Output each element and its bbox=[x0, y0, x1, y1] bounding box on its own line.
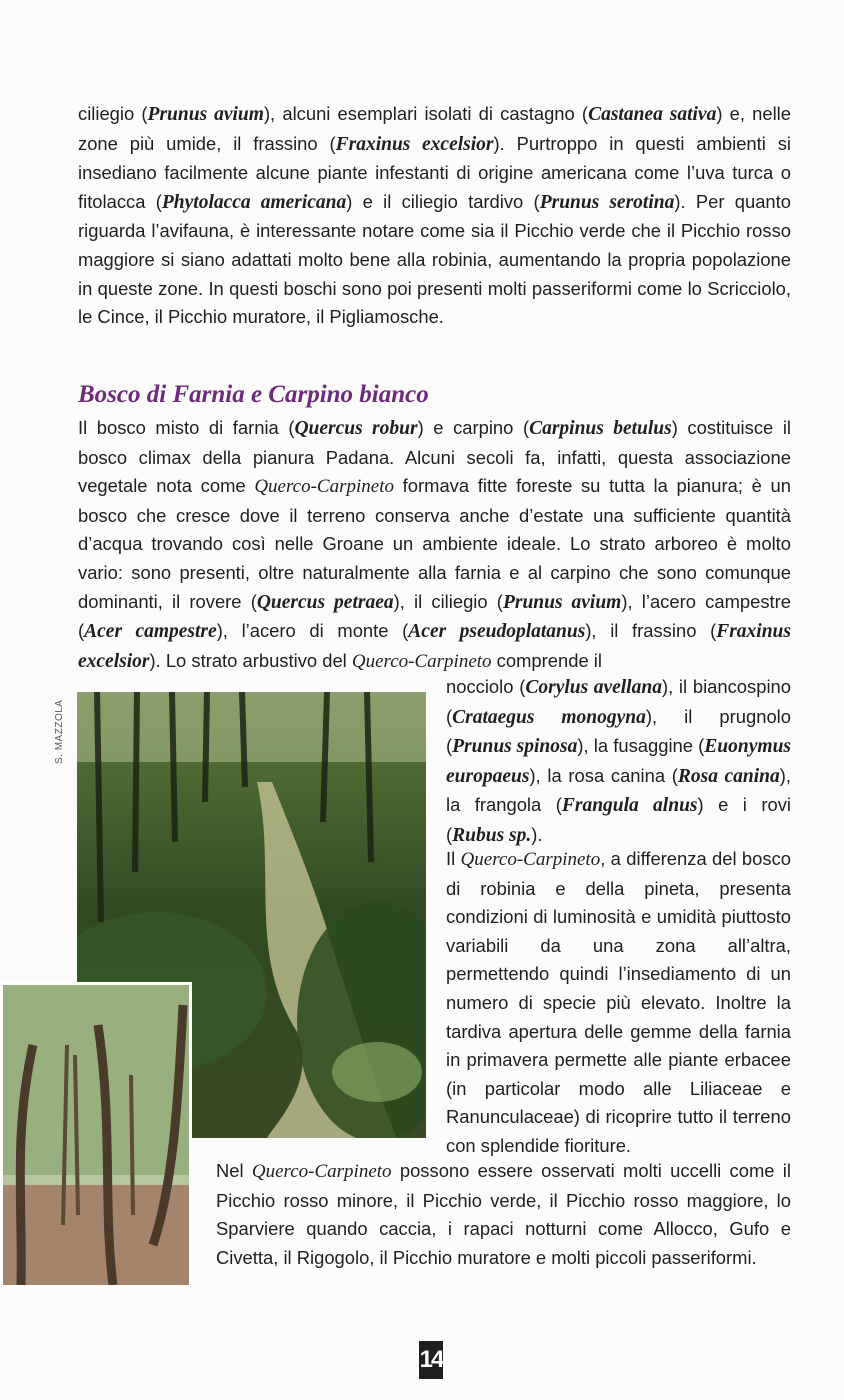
taxon: Quercus robur bbox=[294, 418, 418, 439]
taxon: Euonymus europaeus bbox=[446, 736, 791, 787]
taxon: Fraxinus excelsior bbox=[78, 621, 791, 672]
hornbeam-trees-photo bbox=[0, 982, 192, 1288]
term: Querco-Carpineto bbox=[460, 849, 601, 870]
page-number: 14 bbox=[419, 1341, 443, 1379]
taxon: Crataegus monogyna bbox=[452, 706, 646, 728]
taxon: Prunus serotina bbox=[539, 191, 675, 213]
taxon: Fraxinus excelsior bbox=[335, 133, 494, 155]
shrub-layer-paragraph: nocciolo (Corylus avellana), il biancospino (Crataegus monogyna), il prugnolo (Prunus spinosa), la fusaggine (Euonymus europaeus), la rosa canina (Rosa canina), la frangola (Frangula alnus) e i rovi (Rubus sp.). bbox=[446, 676, 791, 846]
term: Querco-Carpineto bbox=[351, 650, 492, 672]
taxon: Acer campestre bbox=[84, 621, 217, 643]
taxon: Frangula alnus bbox=[561, 795, 698, 817]
taxon: Prunus avium bbox=[147, 104, 264, 125]
taxon: Prunus avium bbox=[502, 591, 622, 613]
intro-paragraph: ciliegio (Prunus avium), alcuni esemplari isolati di castagno (Castanea sativa) e, nelle zone più umide, il frassino (Fraxinus excelsior). Purtroppo in questi ambienti si insediano facilmente alcune piante infestanti di origine americana come l’uva turca o fitolacca (Phytolacca americana) e il ciliegio tardivo (Prunus serotina). Per quanto riguarda l’avifauna, è interessante notare come sia il Picchio verde che il Picchio rosso maggiore si siano adattati molto bene alla robinia, aumentando la propria popolazione in queste zone. In questi boschi sono poi presenti molti passeriformi come lo Scricciolo, le Cince, il Picchio muratore, il Pigliamosche. bbox=[78, 103, 791, 328]
taxon: Prunus spinosa bbox=[452, 736, 578, 758]
section-heading: Bosco di Farnia e Carpino bianco bbox=[78, 381, 429, 408]
term: Querco-Carpineto bbox=[254, 476, 394, 498]
birds-paragraph: Nel Querco-Carpineto possono essere osservati molti uccelli come il Picchio rosso minore, il Picchio verde, il Picchio rosso maggiore, lo Sparviere quando caccia, i rapaci notturni come Allocco, Gufo e Civetta, il Rigogolo, il Picchio muratore e molti piccoli passeriformi. bbox=[216, 1160, 791, 1268]
taxon: Corylus avellana bbox=[525, 677, 662, 698]
taxon: Rosa canina bbox=[677, 765, 780, 787]
taxon: Phytolacca americana bbox=[161, 191, 347, 213]
forest-description-paragraph: Il bosco misto di farnia (Quercus robur) e carpino (Carpinus betulus) costituisce il bosco climax della pianura Padana. Alcuni secoli fa, infatti, questa associazione vegetale nota come Querco-Carpineto formava fitte foreste su tutta la pianura; è un bosco che cresce dove il terreno conserva anche d’estate una sufficiente quantità d’acqua trovando così nelle Groane un ambiente ideale. Lo strato arboreo è molto vario: sono presenti, oltre naturalmente alla farnia e al carpino che sono comunque dominanti, il rovere (Quercus petraea), il ciliegio (Prunus avium), l’acero campestre (Acer campestre), l’acero di monte (Acer pseudoplatanus), il frassino (Fraxinus excelsior). Lo strato arbustivo del Querco-Carpineto comprende il bbox=[78, 417, 791, 672]
taxon: Castanea sativa bbox=[588, 104, 717, 125]
taxon: Acer pseudoplatanus bbox=[408, 621, 586, 643]
taxon: Rubus sp. bbox=[452, 824, 532, 846]
photo-credit: S. MAZZOLA bbox=[54, 699, 65, 764]
taxon: Quercus petraea bbox=[256, 591, 394, 613]
taxon: Carpinus betulus bbox=[529, 418, 672, 439]
light-humidity-paragraph: Il Querco-Carpineto, a differenza del bosco di robinia e della pineta, presenta condizioni di luminosità e umidità piuttosto variabili da una zona all’altra, permettendo quindi l’insediamento di un numero di specie più elevato. Inoltre la tardiva apertura delle gemme della farnia in primavera permette alle piante erbacee (in particolar modo alle Liliaceae e Ranunculaceae) di ricoprire tutto il terreno con splendide fioriture. bbox=[446, 848, 791, 1156]
term: Querco-Carpineto bbox=[251, 1161, 392, 1182]
